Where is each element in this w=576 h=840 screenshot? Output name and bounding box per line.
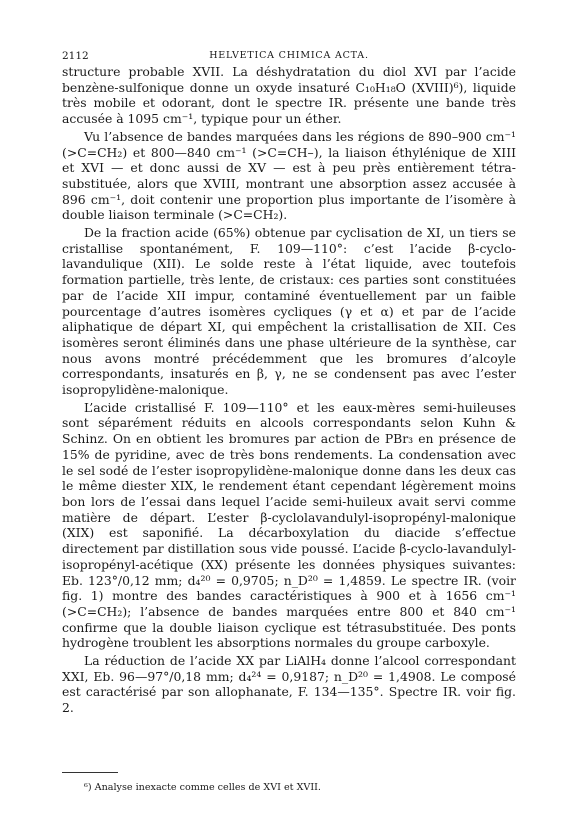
footnote-divider <box>62 772 118 773</box>
paragraph-3: De la fraction acide (65%) obtenue par cyclisation de XI, un tiers se cristallise spontanément, F. 109—110°: c’est l’acide β-cyclo-lavandulique (XII). Le solde reste à l’état liquide, avec toutefois formation partielle, très lente, de cristaux: ces parties sont constituées par de l’acide XII impur, contaminé éventuellement par un faible pourcentage d’autres isomères cycliques (γ et α) et par de l’acide aliphatique de départ XI, qui empêchent la cristallisation de XII. Ces isomères seront éliminés dans une phase ultérieure de la synthèse, car nous avons montré précédemment que les bromures d’alcoyle correspondants, insaturés en β, γ, ne se condensent pas avec l’ester isopropylidène-malonique. <box>62 225 516 398</box>
paragraph-1: structure probable XVII. La déshydratation du diol XVI par l’acide benzène-sulfonique donne un oxyde insaturé C₁₀H₁₈O (XVIII)⁶), liquide très mobile et odorant, dont le spectre IR. présente une bande très accusée à 1095 cm⁻¹, typique pour un éther. <box>62 64 516 127</box>
journal-title: HELVETICA CHIMICA ACTA. <box>209 50 369 61</box>
paragraph-4: L’acide cristallisé F. 109—110° et les eaux-mères semi-huileuses sont séparément réduits en alcools correspondants selon Kuhn & Schinz. On en obtient les bromures par action de PBr₃ en présence de 15% de pyridine, avec de très bons rendements. La condensation avec le sel sodé de l’ester isopropylidène-malonique donne dans les deux cas le même diester XIX, le rendement étant cependant légèrement moins bon lors de l’essai dans lequel l’acide semi-huileux avait servi comme matière de départ. L’ester β-cyclolavandulyl-isopropényl-malonique (XIX) est saponifié. La décarboxylation du diacide s’effectue directement par distillation sous vide poussé. L’acide β-cyclo-lavandulyl-isopropényl-acétique (XX) présente les données physiques suivantes: Eb. 123°/0,12 mm; d₄²⁰ = 0,9705; n_D²⁰ = 1,4859. Le spectre IR. (voir fig. 1) montre des bandes caractéristiques à 900 et à 1656 cm⁻¹ (>C=CH₂); l’absence de bandes marquées entre 800 et 840 cm⁻¹ confirme que la double liaison cyclique est tétrasubstituée. Des ponts hydrogène troublent les absorptions normales du groupe carboxyle. <box>62 399 516 651</box>
article-body <box>62 64 516 716</box>
paragraph-2: Vu l’absence de bandes marquées dans les régions de 890–900 cm⁻¹ (>C=CH₂) et 800—840 cm⁻¹ (>C=CH–), la liaison éthylénique de XIII et XVI — et donc aussi de XV — est à peu près entièrement tétra-substituée, alors que XVIII, montrant une absorption assez accusée à 896 cm⁻¹, doit contenir une proportion plus importante de l’isomère à double liaison terminale (>C=CH₂). <box>62 128 516 223</box>
paragraph-5: La réduction de l’acide XX par LiAlH₄ donne l’alcool correspondant XXI, Eb. 96—97°/0,18 mm; d₄²⁴ = 0,9187; n_D²⁰ = 1,4908. Le composé est caractérisé par son allophanate, F. 134—135°. Spectre IR. voir fig. 2. <box>62 653 516 716</box>
running-header <box>62 50 516 64</box>
footnote: ⁶) Analyse inexacte comme celles de XVI et XVII. <box>84 782 321 793</box>
page-number: 2112 <box>62 50 89 62</box>
